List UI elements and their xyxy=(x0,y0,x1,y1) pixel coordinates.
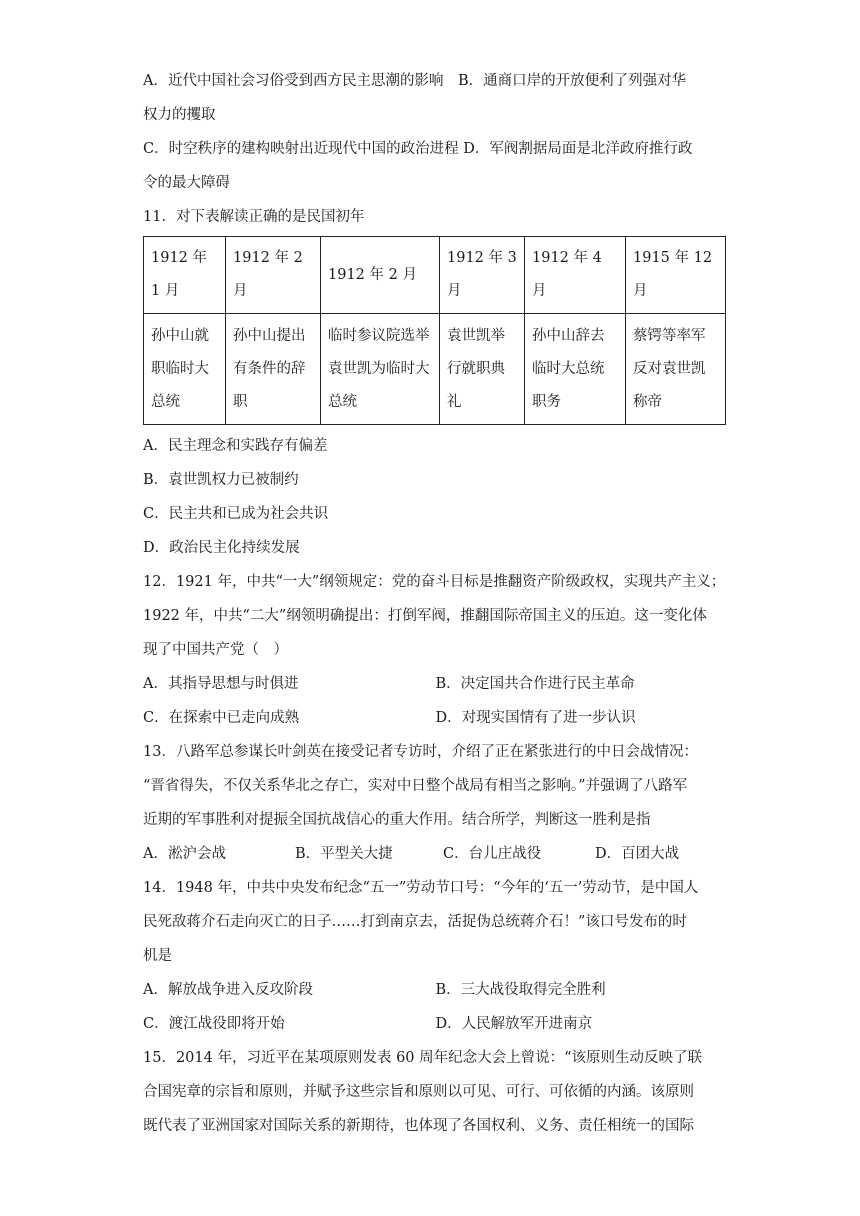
answer-option-a[interactable]: A．其指导思想与时俱进 xyxy=(143,676,299,692)
table-header-cell: 1912 年 4 月 xyxy=(525,237,626,314)
answer-option-d[interactable]: D．政治民主化持续发展 xyxy=(143,540,300,556)
exam-page xyxy=(143,64,728,1143)
answer-option-d[interactable]: D．人民解放军开进南京 xyxy=(435,1016,593,1032)
table-header-cell: 1912 年 1 月 xyxy=(144,237,226,314)
question-stem-line: 14．1948 年，中共中央发布纪念“五一”劳动节口号：“今年的‘五一’劳动节，是中国人 xyxy=(143,880,699,896)
question-stem-line: 机是 xyxy=(143,948,172,964)
question-stem-line: “晋省得失，不仅关系华北之存亡，实对中日整个战局有相当之影响。”并强调了八路军 xyxy=(143,778,688,794)
table-cell: 孙中山提出有条件的辞职 xyxy=(226,314,321,425)
options-row xyxy=(143,837,728,871)
table-header-cell: 1912 年 3 月 xyxy=(440,237,525,314)
question-12 xyxy=(143,565,728,735)
answer-option-c[interactable]: C．台儿庄战役 xyxy=(443,846,542,862)
question-stem-line: 12．1921 年，中共“一大”纲领规定：党的奋斗目标是推翻资产阶级政权，实现共产主义； xyxy=(143,574,726,590)
answer-option-c[interactable]: C．在探索中已走向成熟 xyxy=(143,710,300,726)
question-stem: 11．对下表解读正确的是民国初年 xyxy=(143,209,365,225)
question-11 xyxy=(143,200,728,565)
q10-option-line[interactable]: 令的最大障碍 xyxy=(143,175,230,191)
answer-option-b[interactable]: B．决定国共合作进行民主革命 xyxy=(435,676,635,692)
answer-option-c[interactable]: C．渡江战役即将开始 xyxy=(143,1016,285,1032)
question-stem-line: 1922 年，中共“二大”纲领明确提出：打倒军阀，推翻国际帝国主义的压迫。这一变化体 xyxy=(143,608,707,624)
question-stem-line: 15．2014 年，习近平在某项原则发表 60 周年纪念大会上曾说：“该原则生动反映了联 xyxy=(143,1050,703,1066)
table-header-cell: 1912 年 2 月 xyxy=(321,237,440,314)
question-stem-line: 既代表了亚洲国家对国际关系的新期待，也体现了各国权利、义务、责任相统一的国际 xyxy=(143,1118,694,1134)
answer-option-b[interactable]: B．平型关大捷 xyxy=(295,846,393,862)
question-stem-line: 13．八路军总参谋长叶剑英在接受记者专访时，介绍了正在紧张进行的中日会战情况： xyxy=(143,744,698,760)
options-row xyxy=(143,667,728,701)
answer-option-d[interactable]: D．对现实国情有了进一步认识 xyxy=(435,710,636,726)
question-stem-line: 现了中国共产党（ ） xyxy=(143,642,288,658)
answer-option-b[interactable]: B．三大战役取得完全胜利 xyxy=(435,982,606,998)
table-cell: 袁世凯举行就职典礼 xyxy=(440,314,525,425)
table-cell: 孙中山就职临时大总统 xyxy=(144,314,226,425)
answer-option-d[interactable]: D．百团大战 xyxy=(595,846,680,862)
table-header-cell: 1915 年 12 月 xyxy=(626,237,726,314)
q10-option-line[interactable]: 权力的攫取 xyxy=(143,107,216,123)
question-15 xyxy=(143,1041,728,1143)
table-header-cell: 1912 年 2 月 xyxy=(226,237,321,314)
answer-option-a[interactable]: A．淞沪会战 xyxy=(143,846,226,862)
table-cell: 孙中山辞去临时大总统职务 xyxy=(525,314,626,425)
history-table xyxy=(143,236,726,425)
table-cell: 蔡锷等率军反对袁世凯称帝 xyxy=(626,314,726,425)
answer-option-b[interactable]: B．袁世凯权力已被制约 xyxy=(143,472,299,488)
q10-options xyxy=(143,64,728,200)
question-stem-line: 合国宪章的宗旨和原则，并赋予这些宗旨和原则以可见、可行、可依循的内涵。该原则 xyxy=(143,1084,694,1100)
question-stem-line: 近期的军事胜利对提振全国抗战信心的重大作用。结合所学，判断这一胜利是指 xyxy=(143,812,651,828)
table-cell: 临时参议院选举袁世凯为临时大总统 xyxy=(321,314,440,425)
q10-option-line[interactable]: C．时空秩序的建构映射出近现代中国的政治进程 D．军阀割据局面是北洋政府推行政 xyxy=(143,141,693,157)
options-row xyxy=(143,1007,728,1041)
options-row xyxy=(143,701,728,735)
question-14 xyxy=(143,871,728,1041)
answer-option-c[interactable]: C．民主共和已成为社会共识 xyxy=(143,506,329,522)
table-header-row xyxy=(144,237,726,314)
question-stem-line: 民死敌蒋介石走向灭亡的日子……打到南京去，活捉伪总统蒋介石！”该口号发布的时 xyxy=(143,914,687,930)
q10-option-line[interactable]: A．近代中国社会习俗受到西方民主思潮的影响 B．通商口岸的开放便利了列强对华 xyxy=(143,73,687,89)
table-row xyxy=(144,314,726,425)
question-13 xyxy=(143,735,728,871)
options-row xyxy=(143,973,728,1007)
answer-option-a[interactable]: A．民主理念和实践存有偏差 xyxy=(143,438,328,454)
answer-option-a[interactable]: A．解放战争进入反攻阶段 xyxy=(143,982,313,998)
